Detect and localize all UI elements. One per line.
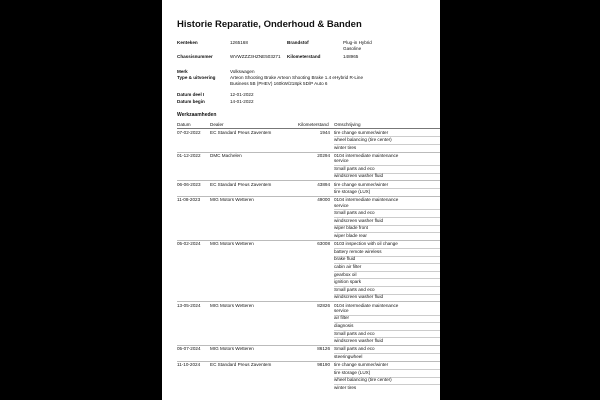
row-description: 0104 intermediate maintenance: [334, 197, 399, 203]
row-description: brake fluid: [334, 256, 356, 262]
row-description: battery remote wireless: [334, 248, 382, 254]
row-description: Small parts and eco: [334, 165, 375, 171]
row-description: 0104 intermediate maintenance: [334, 152, 399, 158]
type-value-2: Business 5B (PHEV) 160kW/218pk 5D/P Auto 6: [230, 80, 328, 86]
type-value-1: Arteon Shooting Brake Arteon Shooting Brake 1.4 eHybrid R-Line: [230, 75, 364, 80]
row-description: wiper blade rear: [334, 232, 367, 238]
row-dealer: MIG Motors Wetteren: [210, 241, 254, 247]
row-dealer: DMC Machelen: [210, 152, 242, 158]
row-description: air filter: [334, 315, 350, 321]
row-kilometerstand: 43894: [317, 181, 330, 187]
row-description: tire change summer/winter: [334, 362, 389, 368]
row-kilometerstand: 20294: [317, 152, 330, 158]
row-dealer: EC Standard Preus Zaventem: [210, 129, 272, 135]
row-description: windscreen washer fluid: [334, 173, 384, 179]
page-title: Historie Reparatie, Onderhoud & Banden: [177, 19, 362, 30]
row-description: gearbox oil: [334, 271, 357, 277]
row-dealer: MIG Motors Wetteren: [210, 346, 254, 352]
row-description: windscreen washer fluid: [334, 294, 384, 300]
merk-label: Merk: [177, 69, 188, 74]
row-date: 01-12-2022: [177, 152, 201, 158]
datum-deel-label: Datum deel I: [177, 92, 205, 97]
row-description: service: [334, 307, 349, 313]
row-kilometerstand: 98190: [317, 362, 330, 368]
row-kilometerstand: 82826: [317, 302, 330, 308]
datum-begin-label: Datum begin: [177, 98, 205, 104]
row-date: 05-07-2024: [177, 346, 201, 352]
row-description: windscreen washer fluid: [334, 217, 384, 223]
datum-begin-value: 14-01-2022: [230, 98, 254, 104]
row-date: 13-05-2024: [177, 302, 201, 308]
row-description: diagnosis: [334, 322, 354, 328]
row-description: wheel balancing (tire center): [334, 137, 392, 143]
row-kilometerstand: 86126: [317, 346, 330, 352]
row-description: ignition spark: [334, 279, 362, 285]
row-description: winter tires: [334, 384, 357, 390]
merk-value: Volkswagen: [230, 69, 255, 74]
header-dealer: Dealer: [210, 121, 224, 127]
row-date: 06-06-2023: [177, 181, 201, 187]
row-kilometerstand: 49000: [317, 197, 330, 203]
row-date: 07-02-2022: [177, 129, 201, 135]
row-kilometerstand: 1944: [319, 129, 330, 135]
chassis-value: WVWZZZ3HZNE503271: [230, 54, 281, 59]
document-page: [162, 0, 440, 400]
row-description: cabin air filter: [334, 263, 362, 269]
row-description: windscreen washer fluid: [334, 338, 384, 344]
kenteken-value: 1265168: [230, 40, 248, 45]
brandstof-value-1: Plug-in Hybrid: [343, 40, 372, 45]
row-dealer: EC Standard Preus Zaventem: [210, 181, 272, 187]
row-description: tire storage (LUX): [334, 189, 371, 195]
row-description: 0103 inspection with oil change: [334, 241, 398, 247]
datum-deel-value: 12-01-2022: [230, 92, 254, 97]
kilometerstand-value: 148965: [343, 54, 359, 59]
row-description: winter tires: [334, 144, 357, 150]
row-description: service: [334, 158, 349, 164]
werkzaamheden-title: Werkzaamheden: [177, 112, 217, 118]
row-description: service: [334, 202, 349, 208]
brandstof-value-2: Gasoline: [343, 45, 362, 51]
item-divider: [334, 315, 440, 316]
kenteken-label: Kenteken: [177, 40, 198, 45]
chassis-label: Chassisnummer: [177, 54, 213, 59]
row-date: 11-10-2024: [177, 362, 201, 368]
header-kilometerstand: Kilometerstand: [298, 121, 329, 127]
row-description: steeringwheel: [334, 353, 363, 359]
row-description: Small parts and eco: [334, 210, 375, 216]
row-description: wiper blade front: [334, 225, 368, 231]
row-dealer: MIG Motors Wetteren: [210, 302, 254, 308]
header-datum: Datum: [177, 121, 191, 127]
header-omschrijving: Omschrijving: [334, 121, 361, 127]
row-dealer: EC Standard Preus Zaventem: [210, 362, 272, 368]
row-description: tire change summer/winter: [334, 181, 389, 187]
row-description: tire storage (LUX): [334, 369, 371, 375]
row-dealer: MIG Motors Wetteren: [210, 197, 254, 203]
row-date: 05-02-2024: [177, 241, 201, 247]
brandstof-label: Brandstof: [287, 40, 309, 45]
row-description: 0104 intermediate maintenance: [334, 302, 399, 308]
type-label: Type & uitvoering: [177, 75, 216, 80]
header-divider: [177, 128, 440, 129]
row-description: wheel balancing (tire center): [334, 377, 392, 383]
row-date: 11-08-2023: [177, 197, 201, 203]
row-description: Small parts and eco: [334, 286, 375, 292]
kilometerstand-label: Kilometerstand: [287, 54, 321, 59]
row-description: Small parts and eco: [334, 330, 375, 336]
row-description: Small parts and eco: [334, 346, 375, 352]
row-description: tire change summer/winter: [334, 129, 389, 135]
row-kilometerstand: 63008: [317, 241, 330, 247]
